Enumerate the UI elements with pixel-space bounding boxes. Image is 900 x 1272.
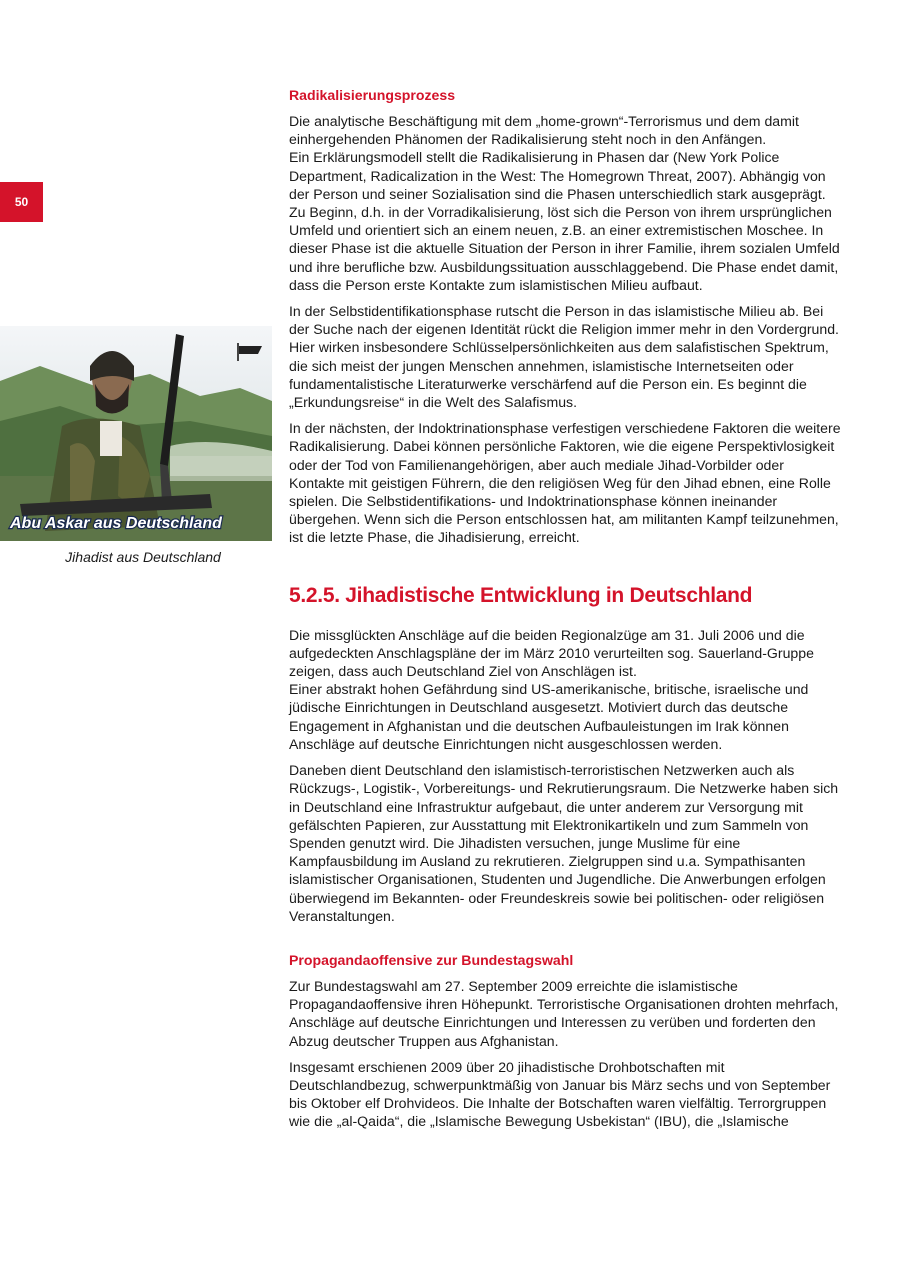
section-heading-propaganda: Propagandaoffensive zur Bundestagswahl [289,951,574,968]
paragraph: Zur Bundestagswahl am 27. September 2009 erreichte die islamistische Propagandaoffensive ihren Höhepunkt. Terroristische Organisationen drohten mehrfach, Anschläge auf deutsche Einrichtungen und Interessen zu verüben und forderten den Abzug deutscher Truppen aus Afghanistan. [289,977,839,1049]
chapter-heading: 5.2.5. Jihadistische Entwicklung in Deutschland [289,583,753,607]
page-number-tab: 50 [0,182,43,222]
paragraph: Insgesamt erschienen 2009 über 20 jihadistische Drohbotschaften mit Deutschlandbezug, schwerpunktmäßig von Januar bis März sechs und von September bis Oktober elf Drohvideos. Die Inhalte der Botschaften waren vielfältig. Terrorgruppen wie die „al-Qaida“, die „Islamische Bewegung Usbekistan“ (IBU), die „Islamische [289,1058,831,1130]
section-heading-radikalisierung: Radikalisierungsprozess [289,87,456,103]
paragraph: Daneben dient Deutschland den islamistisch-terroristischen Netzwerken auch als Rückzugs-, Logistik-, Vorbereitungs- und Rekrutierungsraum. Die Netzwerke haben sich in Deutschland eine Infrastruktur aufgebaut, die unter anderem zur Versorgung mit gefälschten Papieren, zur Ausstattung mit Elektronikartikeln und zum Sammeln von Spenden genutzt wird. Die Jihadisten versuchen, junge Muslime für eine Kampfausbildung im Ausland zu rekrutieren. Zielgruppen sind u.a. Sympathisanten islamistischer Organisationen, Studenten und Jugendliche. Die Anwerbungen erfolgen überwiegend im Bekannten- oder Freundeskreis sowie bei politischen- oder religiösen Veranstaltungen. [289,762,839,924]
paragraph: Ein Erklärungsmodell stellt die Radikalisierung in Phasen dar (New York Police Department, Radicalization in the West: The Homegrown Threat, 2007). Abhängig von der Person und seiner Sozialisation sind die Phasen unterschiedlich stark ausgeprägt. Zu Beginn, d.h. in der Vorradikalisierung, löst sich die Person von ihrem ursprünglichen Umfeld und orientiert sich an einem neuen, z.B. an einer extremistischen Moschee. In dieser Phase ist die aktuelle Situation der Person in ihrer Familie, ihrem sozialen Umfeld und ihre berufliche bzw. Ausbildungssituation ausschlaggebend. Die Phase endet damit, dass die Person erste Kontakte zum islamistischen Milieu aufbaut. [289,149,840,293]
photo-overlay-text: Abu Askar aus Deutschland [10,515,222,532]
paragraph: In der Selbstidentifikationsphase rutscht die Person in das islamistische Milieu ab. Bei der Suche nach der eigenen Identität rückt die Religion immer mehr in den Vordergrund. Hier wirken insbesondere Schlüsselpersönlichkeiten aus dem salafistischen Spektrum, die sich meist der jungen Menschen annehmen, islamistische Internetseiten oder fundamentalistische Literaturwerke verschärfend auf die Person ein. Es beginnt die „Erkundungsreise“ in die Welt des Salafismus. [289,303,839,411]
main-column [289,86,841,1139]
jihadist-photo [0,326,272,541]
photo-caption: Jihadist aus Deutschland [65,549,221,565]
paragraph: Die analytische Beschäftigung mit dem „home-grown“-Terrorismus und dem damit einhergehenden Phänomen der Radikalisierung steht noch in den Anfängen. [289,113,799,148]
paragraph: Die missglückten Anschläge auf die beiden Regionalzüge am 31. Juli 2006 und die aufgedeckten Anschlagspläne der im März 2010 verurteilten sog. Sauerland-Gruppe zeigen, dass auch Deutschland Ziel von Anschlägen ist. [289,626,814,680]
paragraph: In der nächsten, der Indoktrinationsphase verfestigen verschiedene Faktoren die weitere Radikalisierung. Dabei können persönliche Faktoren, wie die eigene Perspektivlosigkeit oder der Tod von Familienangehörigen, aber auch mediale Jihad-Vorbilder oder Kontakte mit geistigen Führern, die den religiösen Weg für den Jihad ebnen, eine Rolle spielen. Die Selbstidentifikations- und Indoktrinationsphase können ineinander übergehen. Wenn sich die Person entschlossen hat, am militanten Kampf teilzunehmen, ist die letzte Phase, die Jihadisierung, erreicht. [289,420,841,546]
paragraph: Einer abstrakt hohen Gefährdung sind US-amerikanische, britische, israelische und jüdische Einrichtungen in Deutschland ausgesetzt. Motiviert durch das deutsche Engagement in Afghanistan und die deutschen Aufbauleistungen im Irak können Anschläge auf deutsche Einrichtungen nicht ausgeschlossen werden. [289,681,809,752]
